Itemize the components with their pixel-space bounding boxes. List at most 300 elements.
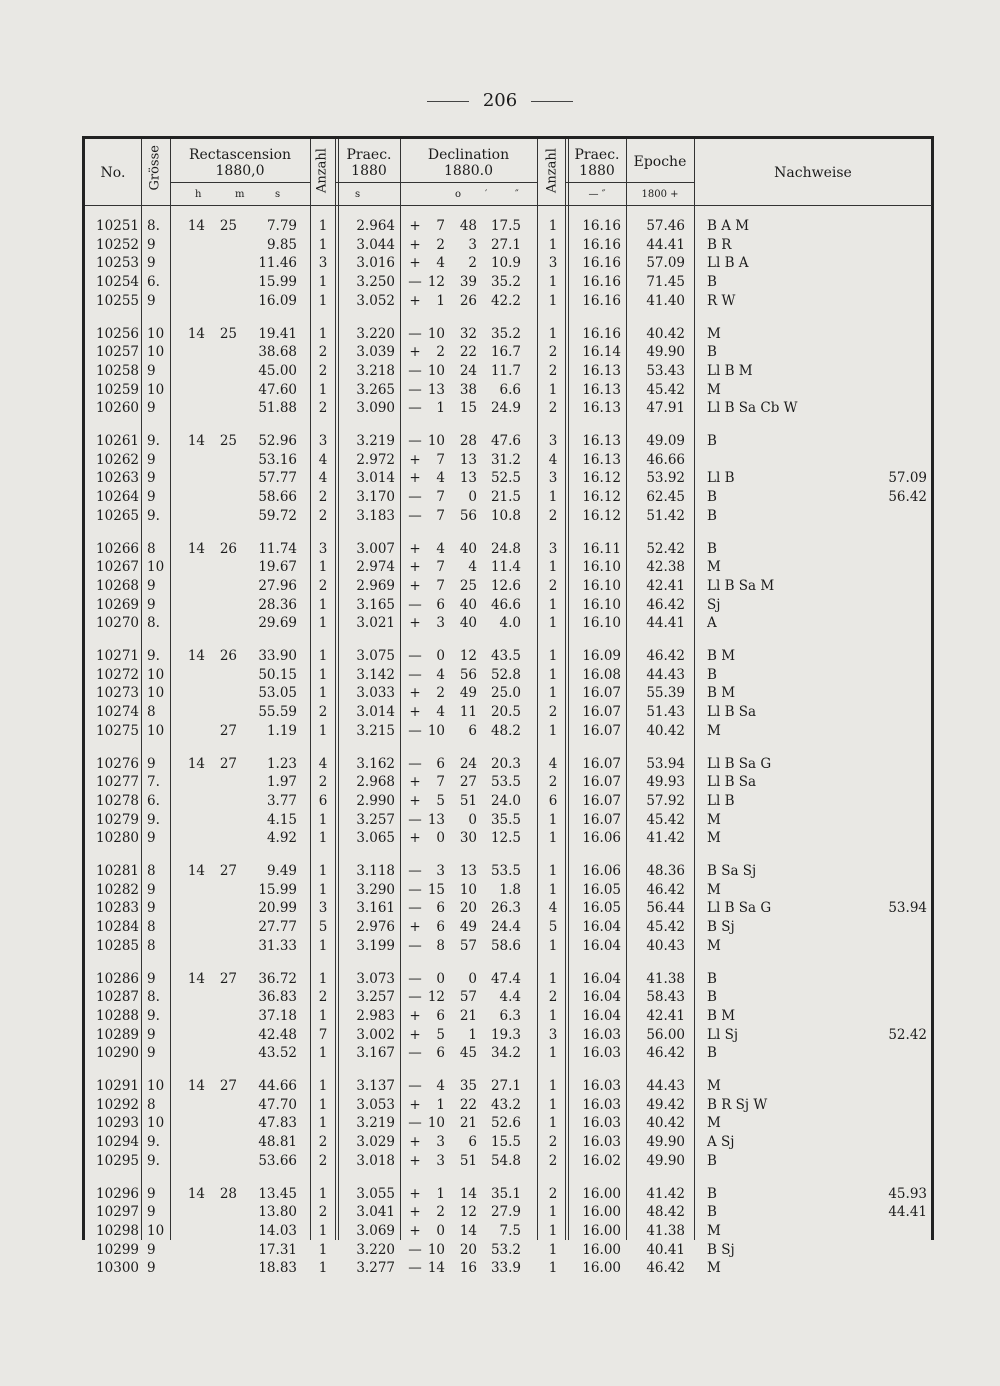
cell-ep: 56.44 [646,900,685,917]
cell-s: 15.99 [258,881,297,898]
cell-anz2: 1 [548,648,558,664]
cell-ep: 45.42 [646,919,685,936]
cell-dm: 28 [459,433,477,449]
cell-nw: B [707,540,717,557]
cell-no: 10281 [96,863,139,879]
cell-anz: 1 [318,830,328,847]
header-epoche: Epoche [633,154,687,170]
cell-s: 33.90 [258,648,297,664]
cell-praec: 3.215 [356,722,395,739]
cell-dd: 4 [436,666,445,683]
cell-s: 16.09 [258,292,297,309]
cell-ep: 45.42 [646,381,685,398]
cell-praec2: 16.14 [582,344,621,361]
cell-gr: 9. [147,811,160,828]
cell-ep: 44.43 [646,666,685,683]
cell-dd: 0 [436,1222,445,1239]
cell-praec: 3.014 [356,470,395,487]
cell-anz: 2 [318,989,328,1006]
table-row [85,773,932,791]
cell-gr: 9 [147,900,156,917]
table-row [85,292,932,310]
cell-praec2: 16.03 [582,1134,621,1151]
cell-praec: 3.218 [356,362,395,379]
cell-praec2: 16.06 [582,863,621,879]
page-number-left-rule [427,101,469,102]
cell-anz2: 6 [548,792,558,809]
table-row [85,236,932,254]
cell-gr: 9 [147,489,156,506]
cell-anz: 2 [318,774,328,791]
table-row [85,862,932,880]
cell-ds: 34.2 [490,1045,521,1062]
table-row [85,1259,932,1277]
cell-praec2: 16.04 [582,970,621,987]
cell-nw: B R [707,236,732,253]
cell-praec2: 16.05 [582,881,621,898]
cell-ds: 17.5 [490,218,521,234]
cell-praec: 3.039 [356,344,395,361]
cell-ds: 52.6 [490,1115,521,1132]
cell-dm: 0 [468,970,477,987]
cell-dm: 13 [459,470,477,487]
cell-praec: 3.219 [356,1115,395,1132]
cell-anz: 1 [318,666,328,683]
cell-dd: 7 [436,451,445,468]
cell-anz: 2 [318,400,328,417]
cell-no: 10265 [96,507,139,524]
cell-dm: 10 [459,881,477,898]
cell-ds: 47.6 [490,433,521,449]
cell-anz2: 1 [548,863,558,879]
cell-anz2: 3 [548,255,558,272]
cell-anz2: 3 [548,470,558,487]
cell-anz2: 2 [548,1185,558,1202]
cell-gr: 8. [147,218,160,234]
cell-dd: 4 [436,255,445,272]
cell-dm: 51 [459,792,477,809]
cell-anz: 1 [318,1185,328,1202]
cell-nw: M [707,937,721,954]
cell-ds: 19.3 [490,1026,521,1043]
cell-s: 55.59 [258,704,297,721]
header-decl-unit-deg: o [455,189,462,200]
cell-ep: 71.45 [646,274,685,291]
cell-ds: 47.4 [490,970,521,987]
cell-ds: 27.9 [490,1204,521,1221]
cell-ep: 48.42 [646,1204,685,1221]
cell-anz: 1 [318,236,328,253]
cell-ds: 24.4 [490,919,521,936]
cell-dm: 12 [459,1204,477,1221]
cell-no: 10275 [96,722,139,739]
cell-ds: 35.2 [490,325,521,342]
cell-sign: — [408,937,422,954]
cell-praec2: 16.03 [582,1026,621,1043]
cell-m: 25 [219,218,237,234]
cell-praec: 3.029 [356,1134,395,1151]
cell-dd: 7 [436,577,445,594]
cell-gr: 10 [147,559,165,576]
table-row [85,614,932,632]
cell-praec2: 16.00 [582,1185,621,1202]
cell-sign: — [408,1078,422,1094]
cell-ep: 40.43 [646,937,685,954]
cell-no: 10260 [96,400,139,417]
cell-gr: 9 [147,1260,156,1277]
cell-sign: + [409,919,421,936]
cell-ds: 11.4 [490,559,521,576]
cell-gr: 10 [147,722,165,739]
header-ra-unit-m: m [235,189,245,200]
cell-anz2: 4 [548,451,558,468]
cell-s: 3.77 [266,792,297,809]
cell-anz: 2 [318,1152,328,1169]
cell-anz: 1 [318,937,328,954]
table-row [85,254,932,272]
cell-sign: + [409,1026,421,1043]
cell-praec2: 16.16 [582,218,621,234]
cell-anz: 1 [318,1241,328,1258]
cell-dm: 57 [459,937,477,954]
cell-no: 10255 [96,292,139,309]
cell-dd: 10 [427,1241,445,1258]
cell-sign: + [409,559,421,576]
cell-dm: 40 [459,540,477,557]
cell-no: 10279 [96,811,139,828]
cell-sign: — [408,325,422,342]
cell-s: 20.99 [258,900,297,917]
cell-anz2: 1 [548,292,558,309]
cell-anz2: 3 [548,540,558,557]
cell-anz: 3 [318,255,328,272]
cell-ep: 46.42 [646,881,685,898]
cell-praec2: 16.13 [582,381,621,398]
cell-s: 15.99 [258,274,297,291]
cell-dm: 6 [468,1134,477,1151]
cell-anz2: 2 [548,400,558,417]
cell-no: 10294 [96,1134,139,1151]
cell-ds: 26.3 [490,900,521,917]
cell-anz2: 1 [548,1045,558,1062]
cell-dd: 0 [436,970,445,987]
cell-dm: 3 [468,236,477,253]
cell-sign: — [408,489,422,506]
cell-dd: 6 [436,1045,445,1062]
cell-dm: 14 [459,1222,477,1239]
cell-ds: 10.9 [490,255,521,272]
table-row [85,881,932,899]
cell-anz2: 1 [548,274,558,291]
cell-ep: 41.38 [646,1222,685,1239]
cell-praec: 2.969 [356,577,395,594]
cell-anz2: 1 [548,1241,558,1258]
cell-m: 26 [219,648,237,664]
cell-s: 19.41 [258,325,297,342]
cell-nw: B [707,970,717,987]
cell-gr: 9 [147,881,156,898]
cell-nw: Ll B Sa [707,704,757,721]
cell-gr: 8 [147,540,156,557]
table-row [85,488,932,506]
header-ra-unit-h: h [195,189,202,200]
cell-dm: 40 [459,596,477,613]
cell-ds: 43.5 [490,648,521,664]
cell-mn: 57.09 [888,470,927,487]
cell-nw: M [707,830,721,847]
cell-praec2: 16.06 [582,830,621,847]
cell-nw: B M [707,648,736,664]
cell-dm: 22 [459,344,477,361]
cell-s: 36.72 [258,970,297,987]
cell-anz: 1 [318,722,328,739]
cell-dm: 45 [459,1045,477,1062]
cell-gr: 9 [147,1026,156,1043]
cell-ep: 41.40 [646,292,685,309]
cell-anz2: 4 [548,755,558,772]
cell-praec2: 16.16 [582,274,621,291]
cell-praec: 3.055 [356,1185,395,1202]
cell-ep: 46.42 [646,596,685,613]
cell-anz: 1 [318,1260,328,1277]
cell-anz: 1 [318,292,328,309]
cell-dd: 12 [427,274,445,291]
cell-m: 27 [219,722,237,739]
cell-ds: 58.6 [490,937,521,954]
table-row [85,899,932,917]
cell-dm: 25 [459,577,477,594]
cell-nw: B A M [707,218,750,234]
cell-dd: 10 [427,362,445,379]
cell-sign: — [408,433,422,449]
cell-anz: 2 [318,1134,328,1151]
cell-no: 10287 [96,989,139,1006]
cell-sign: — [408,811,422,828]
cell-m: 26 [219,540,237,557]
cell-ds: 16.7 [490,344,521,361]
cell-dd: 3 [436,1152,445,1169]
cell-dm: 27 [459,774,477,791]
table-row [85,596,932,614]
table-row [85,558,932,576]
cell-gr: 9 [147,1045,156,1062]
cell-ds: 24.8 [490,540,521,557]
cell-s: 53.66 [258,1152,297,1169]
cell-dm: 22 [459,1096,477,1113]
table-row [85,684,932,702]
cell-praec: 2.983 [356,1007,395,1024]
rule-right-units [565,182,694,183]
header-decl-unit-min: ′ [485,189,488,200]
cell-anz: 2 [318,489,328,506]
cell-dd: 6 [436,919,445,936]
header-praec-year: 1880 [351,163,387,179]
cell-gr: 9 [147,292,156,309]
cell-praec: 3.167 [356,1045,395,1062]
cell-dm: 39 [459,274,477,291]
cell-anz: 6 [318,792,328,809]
cell-gr: 9 [147,596,156,613]
header-ra-epoch: 1880,0 [215,163,265,179]
cell-dd: 4 [436,1078,445,1094]
cell-no: 10297 [96,1204,139,1221]
cell-ds: 4.0 [499,615,521,632]
cell-praec: 3.257 [356,989,395,1006]
cell-dm: 0 [468,489,477,506]
cell-m: 27 [219,755,237,772]
header-ra-title: Rectascension [188,147,292,163]
cell-no: 10285 [96,937,139,954]
cell-nw: B [707,489,717,506]
cell-ds: 20.3 [490,755,521,772]
cell-ep: 49.90 [646,344,685,361]
cell-dm: 49 [459,919,477,936]
cell-praec2: 16.16 [582,325,621,342]
cell-s: 1.97 [266,774,297,791]
cell-no: 10295 [96,1152,139,1169]
cell-dm: 20 [459,1241,477,1258]
cell-anz2: 1 [548,722,558,739]
cell-praec: 3.052 [356,292,395,309]
cell-sign: + [409,344,421,361]
table-row [85,918,932,936]
cell-h: 14 [187,325,205,342]
cell-ds: 25.0 [490,685,521,702]
cell-anz2: 1 [548,685,558,702]
cell-s: 19.67 [258,559,297,576]
cell-s: 57.77 [258,470,297,487]
cell-praec: 3.220 [356,325,395,342]
cell-nw: B Sj [707,919,735,936]
table-row [85,666,932,684]
cell-sign: + [409,1134,421,1151]
cell-s: 4.15 [266,811,297,828]
cell-gr: 10 [147,325,165,342]
cell-anz: 1 [318,970,328,987]
header-nachweise: Nachweise [774,165,852,181]
cell-anz: 1 [318,1078,328,1094]
cell-praec2: 16.12 [582,507,621,524]
cell-ep: 44.43 [646,1078,685,1094]
cell-praec: 3.075 [356,648,395,664]
cell-nw: B Sj [707,1241,735,1258]
table-row [85,1044,932,1062]
cell-nw: M [707,381,721,398]
cell-m: 25 [219,325,237,342]
cell-m: 28 [219,1185,237,1202]
cell-s: 17.31 [258,1241,297,1258]
cell-sign: — [408,596,422,613]
cell-ds: 35.2 [490,274,521,291]
cell-gr: 8 [147,1096,156,1113]
cell-praec2: 16.16 [582,292,621,309]
cell-praec2: 16.00 [582,1222,621,1239]
table-row [85,988,932,1006]
cell-s: 4.92 [266,830,297,847]
cell-sign: + [409,704,421,721]
cell-praec: 3.220 [356,1241,395,1258]
cell-gr: 8 [147,937,156,954]
cell-dm: 24 [459,362,477,379]
cell-dd: 2 [436,236,445,253]
cell-anz2: 1 [548,596,558,613]
cell-mn: 44.41 [888,1204,927,1221]
table-row [85,577,932,595]
cell-ds: 27.1 [490,236,521,253]
cell-praec2: 16.12 [582,489,621,506]
table-row [85,343,932,361]
cell-dd: 10 [427,433,445,449]
cell-no: 10286 [96,970,139,987]
cell-praec: 2.990 [356,792,395,809]
cell-nw: B [707,507,717,524]
cell-ep: 42.38 [646,559,685,576]
cell-sign: + [409,1096,421,1113]
cell-s: 37.18 [258,1007,297,1024]
cell-s: 13.80 [258,1204,297,1221]
cell-nw: Ll B Sa M [707,577,775,594]
cell-gr: 10 [147,344,165,361]
cell-praec2: 16.07 [582,722,621,739]
cell-gr: 9 [147,451,156,468]
cell-praec2: 16.16 [582,255,621,272]
cell-dd: 7 [436,489,445,506]
cell-sign: + [409,451,421,468]
cell-ds: 15.5 [490,1134,521,1151]
cell-nw: M [707,1222,721,1239]
cell-anz: 2 [318,1204,328,1221]
cell-anz2: 1 [548,937,558,954]
cell-praec: 3.065 [356,830,395,847]
cell-s: 11.46 [258,255,297,272]
cell-anz2: 1 [548,489,558,506]
cell-anz: 1 [318,325,328,342]
cell-gr: 9 [147,1241,156,1258]
cell-h: 14 [187,648,205,664]
cell-s: 50.15 [258,666,297,683]
cell-s: 42.48 [258,1026,297,1043]
cell-gr: 7. [147,774,160,791]
cell-ds: 33.9 [490,1260,521,1277]
cell-gr: 9 [147,470,156,487]
cell-ep: 58.43 [646,989,685,1006]
header-praec2-title: Praec. [574,147,620,163]
cell-nw: B [707,344,717,361]
cell-praec: 2.972 [356,451,395,468]
table-row [85,1026,932,1044]
cell-ep: 44.41 [646,236,685,253]
table-row [85,829,932,847]
cell-dd: 2 [436,685,445,702]
cell-nw: Ll B [707,792,735,809]
cell-sign: — [408,881,422,898]
cell-praec2: 16.05 [582,900,621,917]
cell-anz: 3 [318,900,328,917]
cell-praec: 3.016 [356,255,395,272]
table-row [85,432,932,450]
cell-sign: — [408,1045,422,1062]
cell-dm: 26 [459,292,477,309]
cell-no: 10277 [96,774,139,791]
cell-ds: 52.5 [490,470,521,487]
table-row [85,937,932,955]
cell-dd: 7 [436,507,445,524]
cell-no: 10263 [96,470,139,487]
cell-ds: 52.8 [490,666,521,683]
cell-praec: 3.257 [356,811,395,828]
cell-sign: + [409,218,421,234]
cell-dd: 7 [436,559,445,576]
